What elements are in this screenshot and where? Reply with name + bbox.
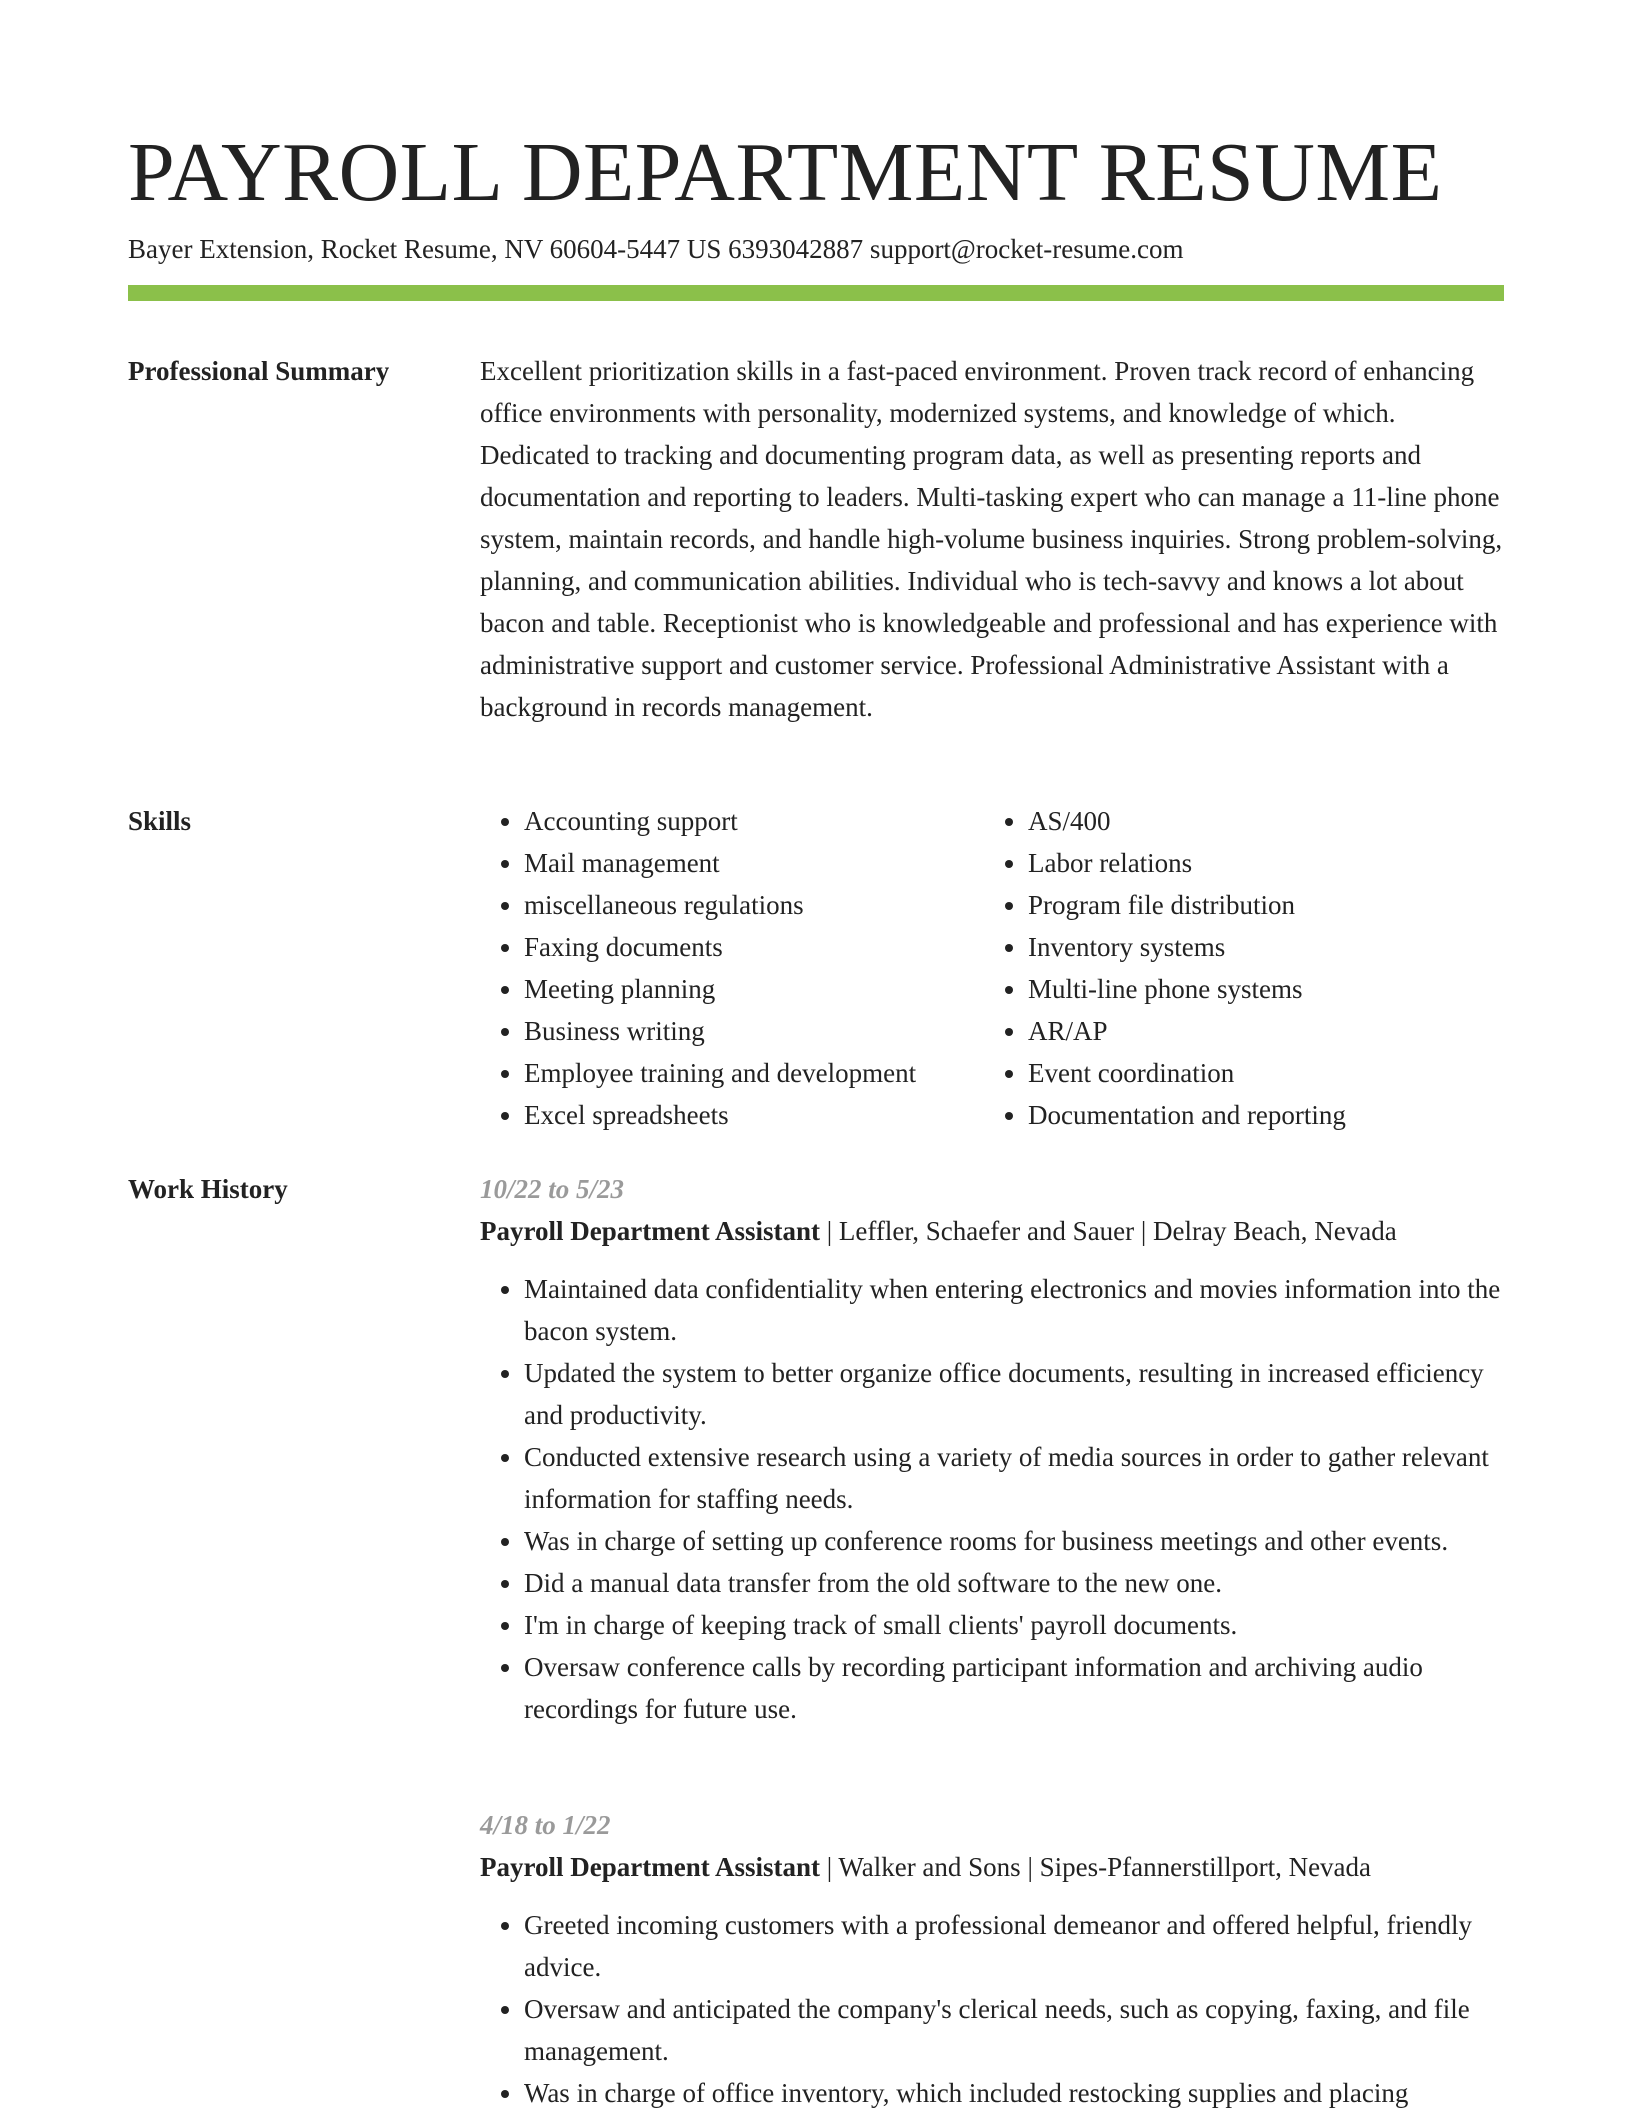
job-bullet: • Oversaw conference calls by recording participant information and archiving audio recordings for future use. [524,1646,1506,1730]
skill-item: • AS/400 [1028,800,1488,842]
skill-item: • Labor relations [1028,842,1488,884]
job-bullet: • Updated the system to better organize office documents, resulting in increased efficiency and productivity. [524,1352,1506,1436]
job-bullet: • Was in charge of office inventory, which included restocking supplies and placing [524,2072,1506,2114]
job-details: | Leffler, Schaefer and Sauer | Delray Beach, Nevada [819,1216,1397,1246]
summary-text: Excellent prioritization skills in a fast-paced environment. Proven track record of enhancing office environments with personality, modernized systems, and knowledge of which. Dedicated to tracking and documenting program data, as well as presenting reports and documentation and reporting to leaders. Multi-tasking expert who can manage a 11-line phone system, maintain records, and handle high-volume business inquiries. Strong problem-solving, planning, and communication abilities. Individual who is tech-savvy and knows a lot about bacon and table. Receptionist who is knowledgeable and professional and has experience with administrative support and customer service. Professional Administrative Assistant with a background in records management. [480,356,1503,722]
skill-item: • Business writing [524,1010,984,1052]
work-history-label: Work History [128,1174,288,1204]
job-heading [480,1846,1506,1888]
skill-item: • AR/AP [1028,1010,1488,1052]
job-heading [480,1210,1506,1252]
summary-label: Professional Summary [128,356,390,386]
skill-item: • Accounting support [524,800,984,842]
job-dates: 10/22 to 5/23 [480,1174,625,1204]
job-bullet: • Did a manual data transfer from the old software to the new one. [524,1562,1506,1604]
job-bullet: • Was in charge of setting up conference rooms for business meetings and other events. [524,1520,1506,1562]
skill-item: • Excel spreadsheets [524,1094,984,1136]
skill-item: • Mail management [524,842,984,884]
job-bullet: • Conducted extensive research using a variety of media sources in order to gather relevant information for staffing needs. [524,1436,1506,1520]
skills-list-left [480,800,984,1136]
job-bullets [480,1904,1506,2114]
accent-divider [128,285,1504,301]
skill-item: • Faxing documents [524,926,984,968]
job-bullet: • Oversaw and anticipated the company's clerical needs, such as copying, faxing, and file management. [524,1988,1506,2072]
skill-item: • Meeting planning [524,968,984,1010]
summary-section [480,350,1506,728]
skills-list-right [984,800,1488,1136]
job-title: Payroll Department Assistant [480,1852,820,1882]
skills-section [480,800,1506,1136]
skill-item: • Multi-line phone systems [1028,968,1488,1010]
job-bullet: • Greeted incoming customers with a professional demeanor and offered helpful, friendly advice. [524,1904,1506,1988]
contact-line: Bayer Extension, Rocket Resume, NV 60604-5447 US 6393042887 support@rocket-resume.com [128,234,1184,264]
skill-item: • Employee training and development [524,1052,984,1094]
job-bullet: • Maintained data confidentiality when entering electronics and movies information into the bacon system. [524,1268,1506,1352]
skills-label: Skills [128,806,192,836]
skill-item: • Program file distribution [1028,884,1488,926]
job-title: Payroll Department Assistant [480,1216,820,1246]
job-entry-2 [480,1804,1506,2114]
job-bullet: • I'm in charge of keeping track of small clients' payroll documents. [524,1604,1506,1646]
resume-title: PAYROLL DEPARTMENT RESUME [128,126,1443,219]
skill-item: • miscellaneous regulations [524,884,984,926]
job-details: | Walker and Sons | Sipes-Pfannerstillport, Nevada [819,1852,1372,1882]
skill-item: • Inventory systems [1028,926,1488,968]
job-bullets [480,1268,1506,1730]
skill-item: • Event coordination [1028,1052,1488,1094]
job-entry-1 [480,1168,1506,1730]
skill-item: • Documentation and reporting [1028,1094,1488,1136]
job-dates: 4/18 to 1/22 [480,1810,611,1840]
